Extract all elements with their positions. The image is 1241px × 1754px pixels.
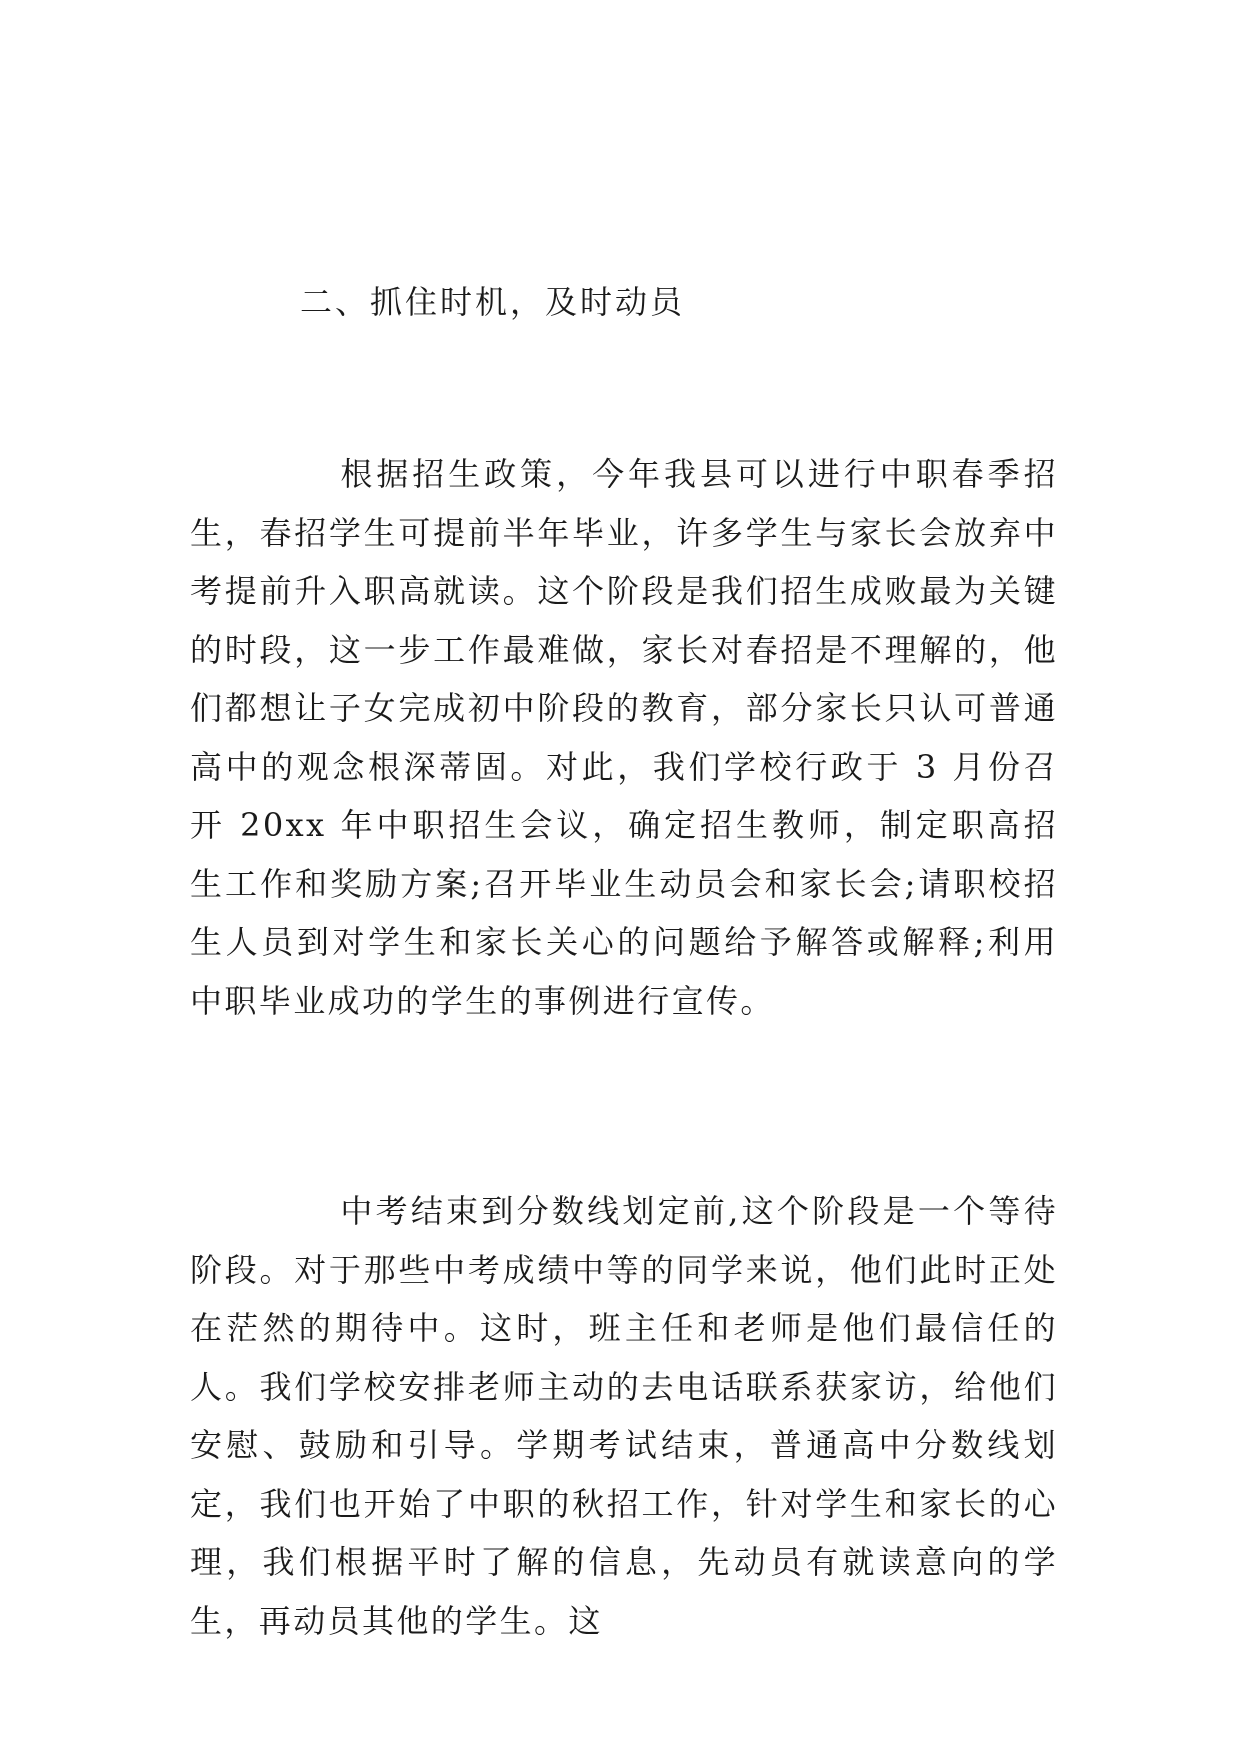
paragraph-autumn-enrollment: 中考结束到分数线划定前,这个阶段是一个等待阶段。对于那些中考成绩中等的同学来说，他们此时正处在茫然的期待中。这时，班主任和老师是他们最信任的人。我们学校安排老师主动的去电话联系获家访，给他们安慰、鼓励和引导。学期考试结束，普通高中分数线划定，我们也开始了中职的秋招工作，针对学生和家长的心理，我们根据平时了解的信息，先动员有就读意向的学生，再动员其他的学生。这 [190, 1192, 1058, 1640]
paragraph-spring-enrollment: 根据招生政策，今年我县可以进行中职春季招生，春招学生可提前半年毕业，许多学生与家长会放弃中考提前升入职高就读。这个阶段是我们招生成败最为关键的时段，这一步工作最难做，家长对春招是不理解的，他们都想让子女完成初中阶段的教育，部分家长只认可普通高中的观念根深蒂固。对此，我们学校行政于 3 月份召开 20xx 年中职招生会议，确定招生教师，制定职高招生工作和奖励方案;召开毕业生动员会和家长会;请职校招生人员到对学生和家长关心的问题给予解答或解释;利用中职毕业成功的学生的事例进行宣传。 [190, 455, 1058, 1020]
section-heading: 二、抓住时机，及时动员 [300, 283, 686, 321]
